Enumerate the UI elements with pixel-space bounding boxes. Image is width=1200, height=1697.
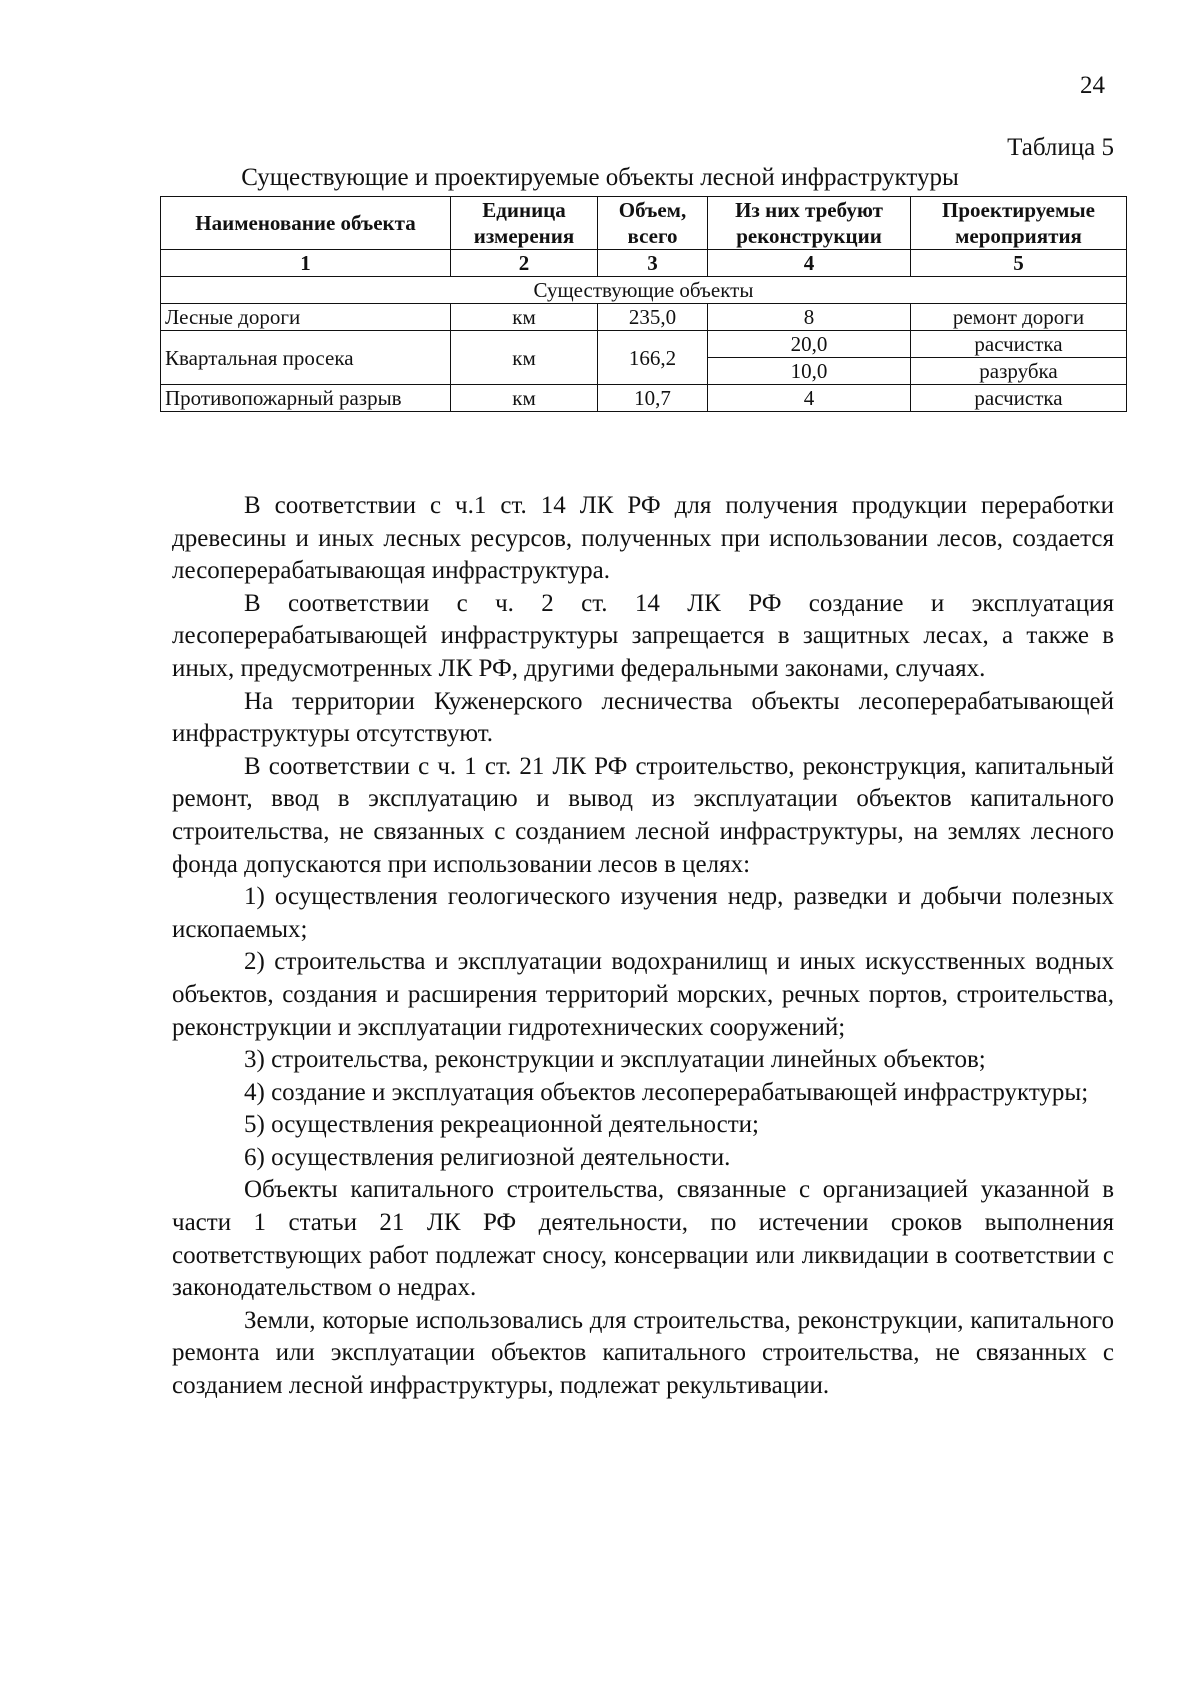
table-caption: Таблица 5 — [1007, 134, 1114, 161]
row-measure: расчистка — [911, 385, 1127, 412]
row-reconstruction: 10,0 — [708, 358, 911, 385]
paragraph: В соответствии с ч. 1 ст. 21 ЛК РФ строительство, реконструкция, капитальный ремонт, ввод в эксплуатацию и вывод из эксплуатации объектов капитального строительства, не связанных с созданием лесной инфраструктуры, на землях лесного фонда допускаются при использовании лесов в целях: — [172, 752, 1114, 878]
list-item: 2) строительства и эксплуатации водохранилищ и иных искусственных водных объектов, создания и расширения территорий морских, речных портов, строительства, реконструкции и эксплуатации гидротехнических сооружений; — [172, 948, 1114, 1041]
list-item: 4) создание и эксплуатация объектов лесоперерабатывающей инфраструктуры; — [244, 1078, 1089, 1106]
section-row — [161, 277, 1127, 304]
section-title: Существующие объекты — [161, 277, 1127, 304]
paragraph: В соответствии с ч. 2 ст. 14 ЛК РФ создание и эксплуатация лесоперерабатывающей инфраструктуры запрещается в защитных лесах, а также в иных, предусмотренных ЛК РФ, другими федеральными законами, случаях. — [172, 589, 1114, 682]
row-volume: 235,0 — [598, 304, 708, 331]
list-item: 5) осуществления рекреационной деятельности; — [244, 1111, 759, 1139]
header-unit: Единица измерения — [451, 197, 598, 250]
paragraph: Объекты капитального строительства, связанные с организацией указанной в части 1 статьи 21 ЛК РФ деятельности, по истечении сроков выполнения соответствующих работ подлежат сносу, консервации или ликвидации в соответствии с законодательством о недрах. — [172, 1176, 1114, 1302]
list-item: 6) осуществления религиозной деятельности. — [244, 1143, 731, 1171]
column-number: 2 — [451, 250, 598, 277]
paragraph: Земли, которые использовались для строительства, реконструкции, капитального ремонта или эксплуатации объектов капитального строительства, не связанных с созданием лесной инфраструктуры, подлежат рекультивации. — [172, 1306, 1114, 1400]
row-volume: 10,7 — [598, 385, 708, 412]
header-measures: Проектируемые мероприятия — [911, 197, 1127, 250]
row-reconstruction: 8 — [708, 304, 911, 331]
row-reconstruction: 20,0 — [708, 331, 911, 358]
infrastructure-table — [160, 196, 1127, 412]
paragraph: В соответствии с ч.1 ст. 14 ЛК РФ для получения продукции переработки древесины и иных лесных ресурсов, полученных при использовании лесов, создается лесоперерабатывающая инфраструктура. — [172, 492, 1114, 585]
column-number: 5 — [911, 250, 1127, 277]
row-name: Противопожарный разрыв — [161, 385, 451, 412]
table-title: Существующие и проектируемые объекты лесной инфраструктуры — [241, 164, 959, 191]
paragraph: На территории Куженерского лесничества объекты лесоперерабатывающей инфраструктуры отсутствуют. — [172, 687, 1114, 748]
column-number: 3 — [598, 250, 708, 277]
row-unit: км — [451, 304, 598, 331]
row-reconstruction: 4 — [708, 385, 911, 412]
table-header-row — [161, 197, 1127, 250]
body-text — [172, 490, 1114, 1403]
row-unit: км — [451, 331, 598, 385]
column-number: 4 — [708, 250, 911, 277]
row-volume: 166,2 — [598, 331, 708, 385]
row-measure: расчистка — [911, 331, 1127, 358]
header-reconstruction: Из них требуют реконструкции — [708, 197, 911, 250]
table-row — [161, 331, 1127, 358]
row-measure: разрубка — [911, 358, 1127, 385]
header-object-name: Наименование объекта — [161, 197, 451, 250]
column-number-row — [161, 250, 1127, 277]
list-item: 3) строительства, реконструкции и эксплуатации линейных объектов; — [244, 1046, 986, 1074]
table-row — [161, 385, 1127, 412]
row-unit: км — [451, 385, 598, 412]
row-name: Лесные дороги — [161, 304, 451, 331]
column-number: 1 — [161, 250, 451, 277]
header-volume: Объем, всего — [598, 197, 708, 250]
table-row — [161, 304, 1127, 331]
page-number: 24 — [1080, 72, 1105, 99]
row-name: Квартальная просека — [161, 331, 451, 385]
row-measure: ремонт дороги — [911, 304, 1127, 331]
list-item: 1) осуществления геологического изучения недр, разведки и добычи полезных ископаемых; — [172, 883, 1114, 943]
